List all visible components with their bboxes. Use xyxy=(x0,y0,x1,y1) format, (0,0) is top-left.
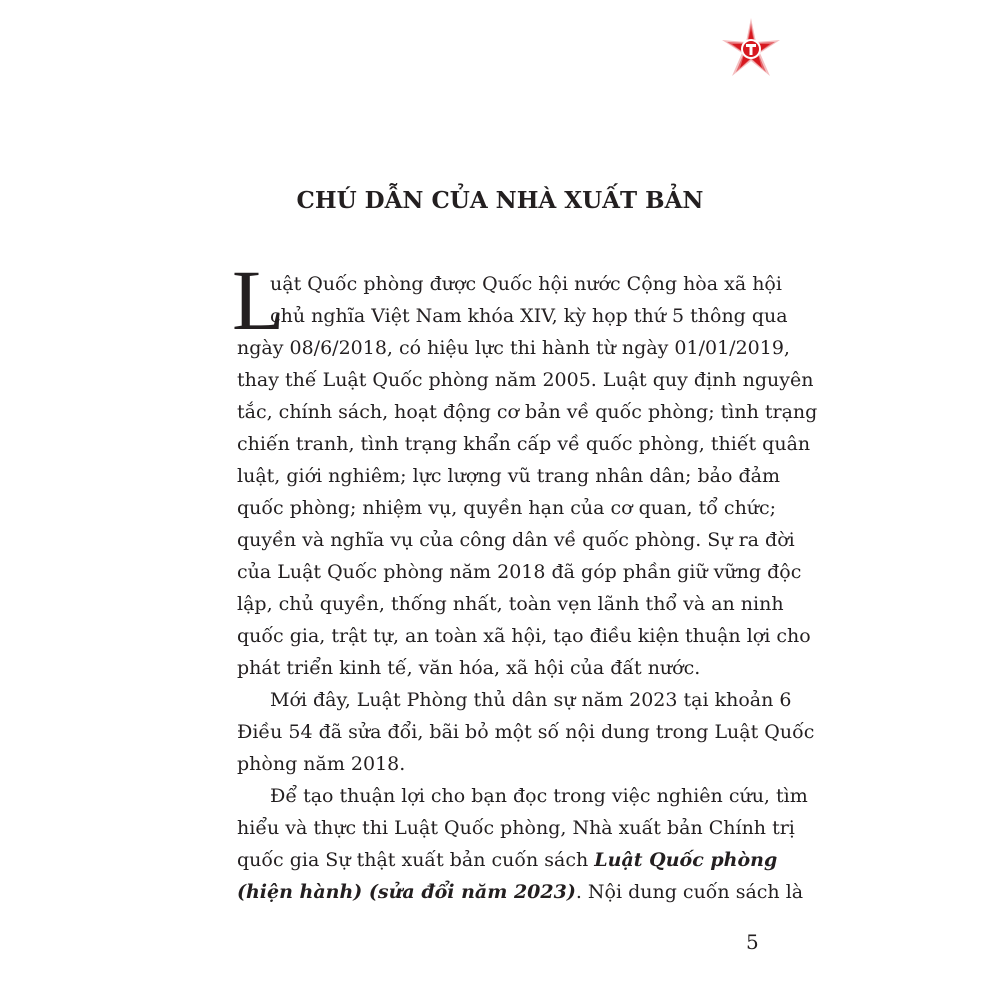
book-title-part-1: Luật Quốc phòng xyxy=(594,849,778,871)
text-line: luật, giới nghiêm; lực lượng vũ trang nhân dân; bảo đảm xyxy=(237,465,780,487)
page-title: CHÚ DẪN CỦA NHÀ XUẤT BẢN xyxy=(296,187,704,214)
text-line: chiến tranh, tình trạng khẩn cấp về quốc phòng, thiết quân xyxy=(237,433,811,455)
text-line: chủ nghĩa Việt Nam khóa XIV, kỳ họp thứ 5 thông qua xyxy=(270,305,788,327)
text-line: quốc phòng; nhiệm vụ, quyền hạn của cơ quan, tổ chức; xyxy=(237,497,777,519)
text-line xyxy=(237,877,804,907)
text-line: Điều 54 đã sửa đổi, bãi bỏ một số nội dung trong Luật Quốc xyxy=(237,721,815,743)
text-line: phòng năm 2018. xyxy=(237,753,406,775)
text-span: . Nội dung cuốn sách là xyxy=(575,881,804,903)
text-line: quốc gia, trật tự, an toàn xã hội, tạo điều kiện thuận lợi cho xyxy=(237,625,811,647)
text-span: quốc gia Sự thật xuất bản cuốn sách xyxy=(237,849,589,871)
text-line: hiểu và thực thi Luật Quốc phòng, Nhà xuất bản Chính trị xyxy=(237,817,795,839)
text-line: thay thế Luật Quốc phòng năm 2005. Luật quy định nguyên xyxy=(237,369,814,391)
page-number: 5 xyxy=(746,930,759,954)
text-line: lập, chủ quyền, thống nhất, toàn vẹn lãnh thổ và an ninh xyxy=(237,593,784,615)
text-line: phát triển kinh tế, văn hóa, xã hội của đất nước. xyxy=(237,657,701,679)
text-line: ngày 08/6/2018, có hiệu lực thi hành từ ngày 01/01/2019, xyxy=(237,337,790,359)
publisher-star-logo-icon xyxy=(718,16,784,82)
text-line: Để tạo thuận lợi cho bạn đọc trong việc nghiên cứu, tìm xyxy=(270,785,808,807)
text-line: uật Quốc phòng được Quốc hội nước Cộng hòa xã hội xyxy=(270,273,782,295)
text-line xyxy=(237,845,778,875)
text-line: quyền và nghĩa vụ của công dân về quốc phòng. Sự ra đời xyxy=(237,529,795,551)
drop-cap: L xyxy=(232,261,285,341)
text-line: tắc, chính sách, hoạt động cơ bản về quốc phòng; tình trạng xyxy=(237,401,818,423)
text-line: Mới đây, Luật Phòng thủ dân sự năm 2023 tại khoản 6 xyxy=(270,689,792,711)
book-title-part-2: (hiện hành) (sửa đổi năm 2023) xyxy=(237,881,576,903)
text-line: của Luật Quốc phòng năm 2018 đã góp phần giữ vững độc xyxy=(237,561,802,583)
